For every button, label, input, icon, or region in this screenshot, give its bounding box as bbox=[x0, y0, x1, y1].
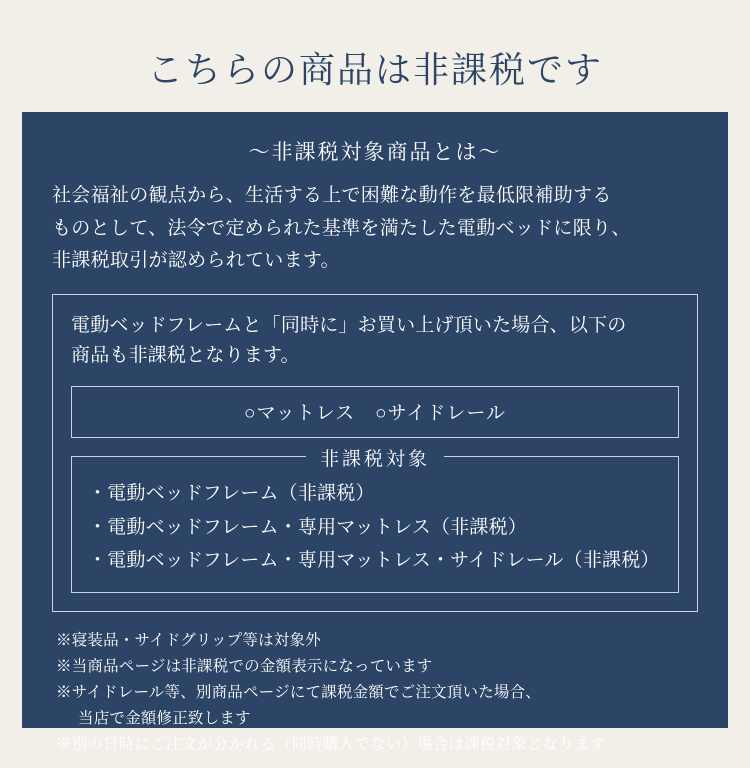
card-body bbox=[22, 112, 728, 768]
note-line: ※サイドレール等、別商品ページにて課税金額でご注文頂いた場合、 bbox=[56, 684, 541, 702]
header-band bbox=[22, 22, 728, 112]
frame-lead-line: 電動ベッドフレームと「同時に」お買い上げ頂いた場合、以下の bbox=[71, 315, 627, 337]
tax-free-frame bbox=[52, 294, 698, 612]
notes-section bbox=[52, 628, 698, 758]
tax-free-target-label: 非課税対象 bbox=[306, 444, 444, 471]
intro-line: 非課税取引が認められています。 bbox=[52, 250, 340, 272]
list-item: ・電動ベッドフレーム・専用マットレス（非課税） bbox=[88, 516, 527, 538]
section-subtitle: ～非課税対象商品とは～ bbox=[248, 140, 502, 164]
note-line: ※当商品ページは非課税での金額表示になっています bbox=[56, 658, 433, 676]
list-item: ・電動ベッドフレーム（非課税） bbox=[88, 482, 375, 504]
tax-free-target-box bbox=[71, 448, 679, 593]
intro-paragraph bbox=[52, 180, 698, 278]
eligible-items-box: ○マットレス ○サイドレール bbox=[71, 386, 679, 438]
intro-line: ものとして、法令で定められた基準を満たした電動ベッドに限り、 bbox=[52, 217, 631, 239]
tax-free-target-list bbox=[88, 477, 662, 578]
note-line: ※寝装品・サイドグリップ等は対象外 bbox=[56, 632, 321, 650]
frame-lead-line: 商品も非課税となります。 bbox=[71, 345, 300, 367]
list-item: ・電動ベッドフレーム・専用マットレス・サイドレール（非課税） bbox=[88, 550, 660, 572]
intro-line: 社会福祉の観点から、生活する上で困難な動作を最低限補助する bbox=[52, 185, 612, 206]
frame-lead-paragraph bbox=[71, 311, 679, 372]
page-title: こちらの商品は非課税です bbox=[146, 49, 603, 90]
note-line: ※別の日時にご注文が分かれる（同時購入でない）場合は課税対象となります bbox=[56, 736, 606, 754]
info-card bbox=[22, 22, 728, 754]
note-line: 当店で金額修正致します bbox=[78, 710, 251, 728]
